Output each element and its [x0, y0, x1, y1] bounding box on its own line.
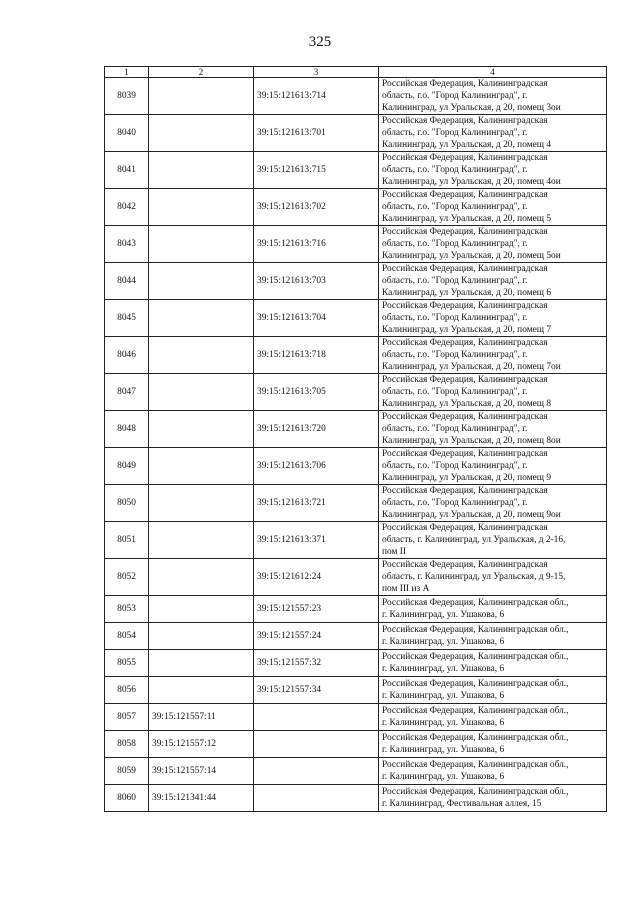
address-line: Калининград, ул Уральская, д 20, помещ 6 — [382, 288, 552, 298]
column-header-1: 1 — [105, 67, 149, 78]
table-row — [105, 596, 607, 623]
address-line: г. Калининград, ул. Ушакова, 6 — [382, 691, 505, 701]
address-cell — [379, 677, 607, 704]
address-cell — [379, 650, 607, 677]
address-line: г. Калининград, ул. Ушакова, 6 — [382, 772, 505, 782]
address-line: область, г.о. "Город Калининград", г. — [382, 91, 528, 101]
column-2-cell — [149, 522, 254, 559]
row-number-cell: 8043 — [105, 226, 149, 263]
row-number-cell: 8045 — [105, 300, 149, 337]
row-number-cell: 8052 — [105, 559, 149, 596]
address-line: Российская Федерация, Калининградская обл., — [382, 760, 569, 770]
address-line: г. Калининград, ул. Ушакова, 6 — [382, 637, 505, 647]
address-line: Калининград, ул Уральская, д 20, помещ 5ои — [382, 251, 561, 261]
address-cell — [379, 559, 607, 596]
address-line: Российская Федерация, Калининградская — [382, 227, 548, 237]
address-line: Российская Федерация, Калининградская — [382, 301, 548, 311]
address-cell — [379, 226, 607, 263]
address-cell — [379, 263, 607, 300]
address-line: область, г.о. "Город Калининград", г. — [382, 461, 528, 471]
row-number-cell: 8055 — [105, 650, 149, 677]
cadastral-number-cell: 39:15:121557:23 — [254, 596, 379, 623]
column-2-cell — [149, 374, 254, 411]
table-row — [105, 522, 607, 559]
row-number-cell: 8048 — [105, 411, 149, 448]
address-line: г. Калининград, ул. Ушакова, 6 — [382, 745, 505, 755]
address-line: Калининград, ул Уральская, д 20, помещ 4 — [382, 140, 552, 150]
address-line: область, г.о. "Город Калининград", г. — [382, 239, 528, 249]
address-line: область, г.о. "Город Калининград", г. — [382, 165, 528, 175]
cadastral-number-cell: 39:15:121612:24 — [254, 559, 379, 596]
address-line: Российская Федерация, Калининградская обл., — [382, 679, 569, 689]
cadastral-number-cell: 39:15:121613:371 — [254, 522, 379, 559]
table-row — [105, 758, 607, 785]
row-number-cell: 8053 — [105, 596, 149, 623]
row-number-cell: 8057 — [105, 704, 149, 731]
cadastral-number-cell: 39:15:121613:702 — [254, 189, 379, 226]
table-row — [105, 704, 607, 731]
address-cell — [379, 189, 607, 226]
address-line: Российская Федерация, Калининградская обл., — [382, 787, 569, 797]
address-cell — [379, 448, 607, 485]
cadastral-number-cell — [254, 731, 379, 758]
address-line: Российская Федерация, Калининградская — [382, 560, 548, 570]
header-row — [105, 67, 607, 78]
row-number-cell: 8056 — [105, 677, 149, 704]
column-2-cell — [149, 677, 254, 704]
table-row — [105, 263, 607, 300]
cadastral-number-cell: 39:15:121613:714 — [254, 78, 379, 115]
address-line: г. Калининград, Фестивальная аллея, 15 — [382, 799, 542, 809]
address-line: Калининград, ул Уральская, д 20, помещ 7 — [382, 325, 552, 335]
page-number: 325 — [308, 34, 332, 50]
column-2-cell — [149, 485, 254, 522]
address-cell — [379, 300, 607, 337]
address-line: Калининград, ул Уральская, д 20, помещ 5 — [382, 214, 552, 224]
address-line: Российская Федерация, Калининградская обл., — [382, 625, 569, 635]
column-2-cell — [149, 300, 254, 337]
address-line: пом II — [382, 547, 407, 557]
address-line: Калининград, ул Уральская, д 20, помещ 4ои — [382, 177, 561, 187]
table-row — [105, 559, 607, 596]
table-header — [105, 67, 607, 78]
address-line: Калининград, ул Уральская, д 20, помещ 8ои — [382, 436, 561, 446]
column-2-cell — [149, 226, 254, 263]
row-number-cell: 8042 — [105, 189, 149, 226]
column-2-cell — [149, 152, 254, 189]
address-line: Российская Федерация, Калининградская — [382, 153, 548, 163]
address-line: область, г.о. "Город Калининград", г. — [382, 276, 528, 286]
table-row — [105, 374, 607, 411]
address-line: г. Калининград, ул. Ушакова, 6 — [382, 664, 505, 674]
table-row — [105, 650, 607, 677]
address-line: Калининград, ул Уральская, д 20, помещ 8 — [382, 399, 552, 409]
column-2-cell — [149, 448, 254, 485]
cadastral-number-cell: 39:15:121613:715 — [254, 152, 379, 189]
column-2-cell — [149, 263, 254, 300]
address-cell — [379, 115, 607, 152]
table-row — [105, 677, 607, 704]
address-line: Российская Федерация, Калининградская — [382, 375, 548, 385]
address-cell — [379, 152, 607, 189]
cadastral-number-cell: 39:15:121613:704 — [254, 300, 379, 337]
address-cell — [379, 785, 607, 812]
table-row — [105, 78, 607, 115]
cadastral-number-cell: 39:15:121613:706 — [254, 448, 379, 485]
row-number-cell: 8047 — [105, 374, 149, 411]
column-2-cell: 39:15:121557:12 — [149, 731, 254, 758]
cadastral-number-cell: 39:15:121613:716 — [254, 226, 379, 263]
table-row — [105, 300, 607, 337]
column-header-2: 2 — [149, 67, 254, 78]
cadastral-number-cell: 39:15:121613:721 — [254, 485, 379, 522]
address-line: область, г.о. "Город Калининград", г. — [382, 387, 528, 397]
address-line: Калининград, ул Уральская, д 20, помещ 3ои — [382, 103, 561, 113]
address-line: Российская Федерация, Калининградская обл., — [382, 652, 569, 662]
row-number-cell: 8060 — [105, 785, 149, 812]
address-line: Калининград, ул Уральская, д 20, помещ 7ои — [382, 362, 561, 372]
cadastral-number-cell: 39:15:121557:32 — [254, 650, 379, 677]
column-2-cell: 39:15:121557:14 — [149, 758, 254, 785]
address-cell — [379, 411, 607, 448]
address-line: г. Калининград, ул. Ушакова, 6 — [382, 718, 505, 728]
row-number-cell: 8040 — [105, 115, 149, 152]
cadastral-number-cell: 39:15:121613:720 — [254, 411, 379, 448]
column-2-cell — [149, 411, 254, 448]
address-line: Российская Федерация, Калининградская — [382, 79, 548, 89]
address-line: Российская Федерация, Калининградская — [382, 486, 548, 496]
address-line: Российская Федерация, Калининградская — [382, 116, 548, 126]
address-cell — [379, 623, 607, 650]
address-line: Российская Федерация, Калининградская — [382, 338, 548, 348]
row-number-cell: 8039 — [105, 78, 149, 115]
address-line: область, г. Калининград, ул Уральская, д 9-15, — [382, 572, 566, 582]
address-line: Российская Федерация, Калининградская обл., — [382, 598, 569, 608]
address-cell — [379, 731, 607, 758]
address-line: область, г. Калининград, ул Уральская, д 2-16, — [382, 535, 566, 545]
address-line: область, г.о. "Город Калининград", г. — [382, 498, 528, 508]
table-row — [105, 411, 607, 448]
address-line: пом III из А — [382, 584, 430, 594]
cadastral-number-cell — [254, 758, 379, 785]
cadastral-number-cell: 39:15:121557:24 — [254, 623, 379, 650]
column-2-cell — [149, 650, 254, 677]
address-line: Российская Федерация, Калининградская — [382, 264, 548, 274]
address-line: Российская Федерация, Калининградская — [382, 190, 548, 200]
table-row — [105, 337, 607, 374]
address-line: Калининград, ул Уральская, д 20, помещ 9 — [382, 473, 552, 483]
address-line: область, г.о. "Город Калининград", г. — [382, 128, 528, 138]
address-cell — [379, 485, 607, 522]
table-row — [105, 785, 607, 812]
table-body — [105, 78, 607, 812]
column-2-cell — [149, 189, 254, 226]
address-cell — [379, 704, 607, 731]
row-number-cell: 8058 — [105, 731, 149, 758]
row-number-cell: 8041 — [105, 152, 149, 189]
table-row — [105, 448, 607, 485]
table-row — [105, 152, 607, 189]
column-2-cell: 39:15:121341:44 — [149, 785, 254, 812]
row-number-cell: 8050 — [105, 485, 149, 522]
row-number-cell: 8049 — [105, 448, 149, 485]
address-line: Российская Федерация, Калининградская обл., — [382, 706, 569, 716]
address-line: Российская Федерация, Калининградская — [382, 449, 548, 459]
table-row — [105, 226, 607, 263]
cadastral-number-cell: 39:15:121613:718 — [254, 337, 379, 374]
cadastral-number-cell — [254, 704, 379, 731]
address-line: г. Калининград, ул. Ушакова, 6 — [382, 610, 505, 620]
column-2-cell: 39:15:121557:11 — [149, 704, 254, 731]
cadastral-number-cell: 39:15:121613:705 — [254, 374, 379, 411]
table-row — [105, 115, 607, 152]
address-line: Российская Федерация, Калининградская — [382, 412, 548, 422]
table-row — [105, 189, 607, 226]
column-2-cell — [149, 337, 254, 374]
address-cell — [379, 374, 607, 411]
column-2-cell — [149, 623, 254, 650]
cadastral-number-cell — [254, 785, 379, 812]
cadastral-number-cell: 39:15:121557:34 — [254, 677, 379, 704]
address-line: Российская Федерация, Калининградская — [382, 523, 548, 533]
row-number-cell: 8054 — [105, 623, 149, 650]
table-row — [105, 731, 607, 758]
cadastral-number-cell: 39:15:121613:703 — [254, 263, 379, 300]
address-cell — [379, 596, 607, 623]
column-2-cell — [149, 115, 254, 152]
column-header-4: 4 — [379, 67, 607, 78]
row-number-cell: 8051 — [105, 522, 149, 559]
address-cell — [379, 758, 607, 785]
address-line: область, г.о. "Город Калининград", г. — [382, 202, 528, 212]
column-2-cell — [149, 559, 254, 596]
address-cell — [379, 78, 607, 115]
address-line: Калининград, ул Уральская, д 20, помещ 9ои — [382, 510, 561, 520]
row-number-cell: 8044 — [105, 263, 149, 300]
table-row — [105, 485, 607, 522]
column-2-cell — [149, 596, 254, 623]
column-header-3: 3 — [254, 67, 379, 78]
row-number-cell: 8046 — [105, 337, 149, 374]
address-line: область, г.о. "Город Калининград", г. — [382, 313, 528, 323]
address-cell — [379, 522, 607, 559]
address-cell — [379, 337, 607, 374]
registry-table — [104, 66, 607, 812]
address-line: область, г.о. "Город Калининград", г. — [382, 424, 528, 434]
cadastral-number-cell: 39:15:121613:701 — [254, 115, 379, 152]
row-number-cell: 8059 — [105, 758, 149, 785]
address-line: область, г.о. "Город Калининград", г. — [382, 350, 528, 360]
column-2-cell — [149, 78, 254, 115]
table-row — [105, 623, 607, 650]
address-line: Российская Федерация, Калининградская обл., — [382, 733, 569, 743]
